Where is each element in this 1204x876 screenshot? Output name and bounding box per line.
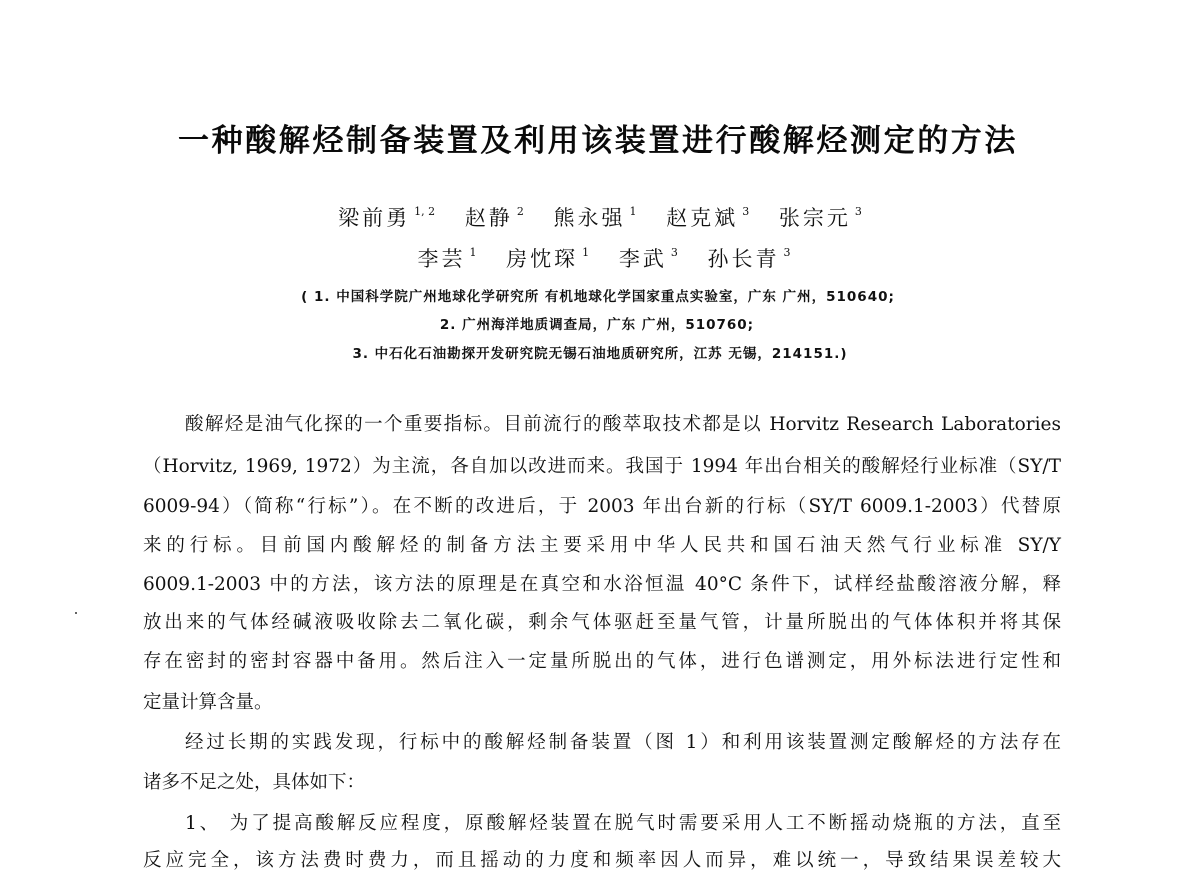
affiliation-1: ( 1. 中国科学院广州地球化学研究所 有机地球化学国家重点实验室，广东 广州，510640;: [301, 289, 895, 305]
paragraph-line: 存在密封的密封容器中备用。然后注入一定量所脱出的气体，进行色谱测定，用外标法进行定性和: [143, 651, 1061, 672]
author: [338, 203, 435, 233]
author-affiliation-mark: 3: [854, 205, 862, 218]
author-name: 熊永强: [553, 206, 626, 230]
document-title: 一种酸解烃制备装置及利用该装置进行酸解烃测定的方法: [178, 123, 1018, 159]
paragraph-line: 经过长期的实践发现，行标中的酸解烃制备装置（图 1）和利用该装置测定酸解烃的方法存在: [185, 732, 1061, 753]
paragraph-line: 放出来的气体经碱液吸收除去二氧化碳，剩余气体驱赶至量气管，计量所脱出的气体体积并将其保: [143, 612, 1061, 633]
paragraph-line: 来的行标。目前国内酸解烃的制备方法主要采用中华人民共和国石油天然气行业标准 SY/Y: [143, 535, 1061, 556]
author-name: 赵静: [464, 206, 513, 230]
author-name: 李武: [618, 247, 667, 271]
author: [666, 203, 749, 233]
author: [779, 203, 862, 233]
author-affiliation-mark: 1: [582, 246, 590, 259]
author: [554, 203, 637, 233]
author-name: 赵克斌: [666, 206, 739, 230]
author-affiliation-mark: 3: [670, 246, 678, 259]
author-name: 梁前勇: [338, 206, 411, 230]
author-affiliation-mark: 1: [629, 205, 637, 218]
author-name: 房忱琛: [506, 247, 579, 271]
list-item-line-clipped: 反应完全，该方法费时费力，而且摇动的力度和频率因人而异，难以统一，导致结果误差较大: [143, 850, 1061, 871]
author: [708, 244, 791, 274]
list-item-line: 1、 为了提高酸解反应程度，原酸解烃装置在脱气时需要采用人工不断摇动烧瓶的方法，直至: [185, 813, 1061, 834]
author: [506, 244, 589, 274]
author-name: 张宗元: [778, 206, 851, 230]
affiliation-3: 3. 中石化石油勘探开发研究院无锡石油地质研究所，江苏 无锡，214151.): [352, 346, 848, 362]
affiliation-2: 2. 广州海洋地质调查局，广东 广州，510760;: [439, 317, 755, 333]
paragraph-line: 酸解烃是油气化探的一个重要指标。目前流行的酸萃取技术都是以 Horvitz Research Laboratories: [185, 414, 1061, 435]
paragraph-line: 6009-94）（简称“行标”）。在不断的改进后，于 2003 年出台新的行标（SY/T 6009.1-2003）代替原: [143, 496, 1061, 517]
author: [417, 244, 476, 274]
author-affiliation-mark: 3: [742, 205, 750, 218]
author-affiliation-mark: 1: [469, 246, 477, 259]
author-name: 孙长青: [707, 247, 780, 271]
author-affiliation-mark: 2: [516, 205, 524, 218]
author-affiliation-mark: 3: [783, 246, 791, 259]
paragraph-line: 诸多不足之处，具体如下：: [143, 772, 366, 793]
author: [465, 203, 524, 233]
author-name: 李芸: [417, 247, 466, 271]
scan-speck: [75, 612, 77, 614]
author-list-row-1: [0, 203, 1200, 233]
author-list-row-2: [4, 244, 1204, 274]
author: [619, 244, 678, 274]
paragraph-line: （Horvitz, 1969, 1972）为主流，各自加以改进而来。我国于 1994 年出台相关的酸解烃行业标准（SY/T: [143, 456, 1061, 477]
author-affiliation-mark: 1, 2: [414, 205, 436, 218]
paragraph-line: 定量计算含量。: [143, 692, 273, 713]
paragraph-line: 6009.1-2003 中的方法，该方法的原理是在真空和水浴恒温 40°C 条件下，试样经盐酸溶液分解，释: [143, 574, 1061, 595]
